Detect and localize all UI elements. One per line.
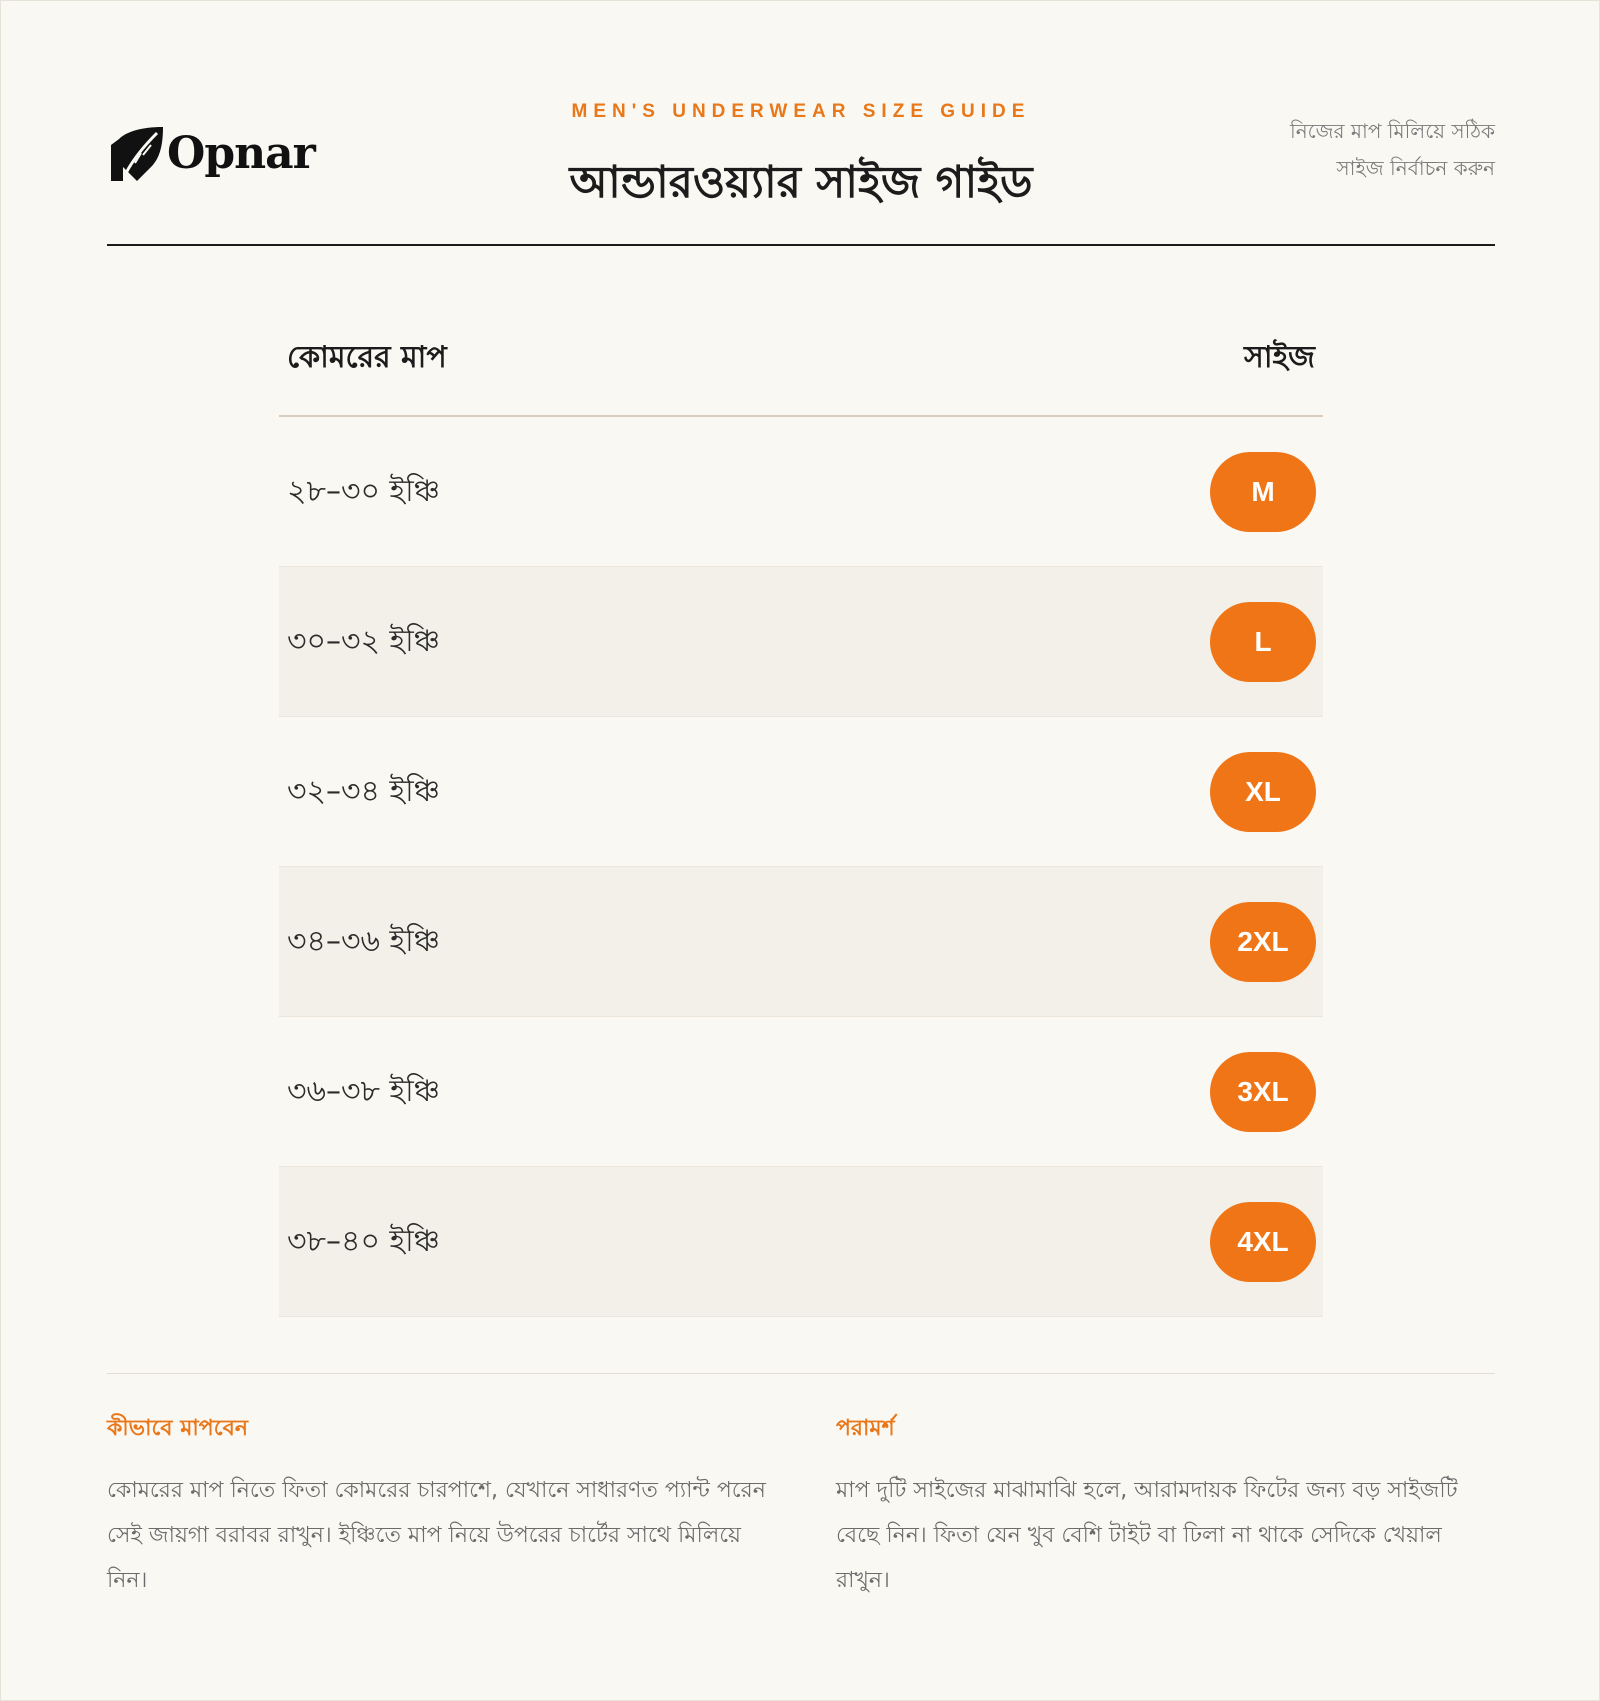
table-row [279, 417, 1323, 567]
waist-range: ৩৮–৪০ ইঞ্চি [287, 1224, 440, 1259]
size-badge: M [1210, 452, 1316, 532]
size-badge: XL [1210, 752, 1316, 832]
size-chart-table [279, 301, 1323, 1317]
size-badge: 4XL [1210, 1202, 1316, 1282]
waist-range: ৩০–৩২ ইঞ্চি [287, 624, 440, 659]
how-to-measure-note [107, 1411, 787, 1603]
header-tagline: নিজের মাপ মিলিয়ে সঠিক সাইজ নির্বাচন করুন [1289, 119, 1495, 180]
size-badge: 3XL [1210, 1052, 1316, 1132]
table-row [279, 717, 1323, 867]
how-to-measure-text: কোমরের মাপ নিতে ফিতা কোমরের চারপাশে, যেখানে সাধারণত প্যান্ট পরেন সেই জায়গা বরাবর রাখুন। ইঞ্চিতে মাপ নিয়ে উপরের চার্টের সাথে মিলিয়ে নিন। [107, 1478, 766, 1593]
table-header [279, 301, 1323, 417]
header-divider [107, 244, 1495, 246]
page-header [107, 97, 1495, 247]
page-title: আন্ডারওয়্যার সাইজ গাইড [569, 157, 1033, 208]
tip-note [836, 1411, 1496, 1603]
table-row [279, 1167, 1323, 1317]
table-row [279, 1017, 1323, 1167]
column-header-waist: কোমরের মাপ [287, 340, 447, 375]
tip-text: মাপ দুটি সাইজের মাঝামাঝি হলে, আরামদায়ক ফিটের জন্য বড় সাইজটি বেছে নিন। ফিতা যেন খুব বেশি টাইট বা ঢিলা না থাকে সেদিকে খেয়াল রাখুন। [836, 1478, 1458, 1593]
page-eyebrow: MEN'S UNDERWEAR SIZE GUIDE [571, 101, 1031, 122]
how-to-measure-heading: কীভাবে মাপবেন [107, 1416, 248, 1441]
size-badge: 2XL [1210, 902, 1316, 982]
table-row [279, 567, 1323, 717]
waist-range: ২৮–৩০ ইঞ্চি [287, 474, 440, 509]
waist-range: ৩৬–৩৮ ইঞ্চি [287, 1074, 440, 1109]
table-row [279, 867, 1323, 1017]
waist-range: ৩৪–৩৬ ইঞ্চি [287, 924, 440, 959]
size-badge: L [1210, 602, 1316, 682]
waist-range: ৩২–৩৪ ইঞ্চি [287, 774, 440, 809]
footer-divider [107, 1373, 1495, 1374]
tip-heading: পরামর্শ [836, 1416, 895, 1441]
brand-name: Opnar [167, 127, 315, 179]
column-header-size: সাইজ [1244, 340, 1315, 375]
